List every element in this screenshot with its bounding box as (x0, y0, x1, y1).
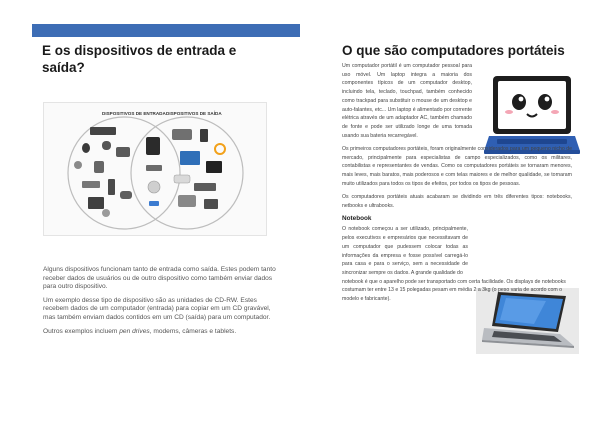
output-label: DISPOSITIVOS DE SAÍDA (166, 111, 222, 116)
touchscreen-icon (146, 137, 160, 155)
laptop-history-paragraph: Os primeiros computadores portáteis, foram originalmente considerados para um pequeno nicho de mercado, principalmente para especialistas de campo especializados, como os militares, contabilistas e representantes de vendas. Como os computadores portáteis se tornaram menores, mais leves, mais baratos, mais poderosos e com telas maiores e de melhor qualidade, se tornaram muito utilizados para todos os tipos de efeitos, por todos os tipos de pessoas. (342, 145, 572, 187)
plotter-icon (194, 183, 216, 191)
left-page-title: E os dispositivos de entrada e saída? (42, 43, 237, 75)
io-paragraph-2: Um exemplo desse tipo de dispositivo são as unidades de CD-RW. Estes recebem dados de um computador (entrada) para copiar em um CD gravável, mas também enviam dados contidos em um CD (saída) para um computador. (43, 296, 271, 321)
webcam-icon (102, 141, 111, 150)
game-controller-icon (120, 191, 132, 199)
display-panel-icon (204, 199, 218, 209)
cd-icon (148, 181, 160, 193)
accent-bar (32, 24, 300, 37)
notebook-intro-paragraph: O notebook começou a ser utilizado, principalmente, pelos executivos e empresários que necessitavam de um computador que pudessem colocar todas as informações da empresa e fosse possível carregá-lo para casa e para o serviço, sem a necessidade de sincronizar sempre os dados. A grande qualidade do (342, 226, 468, 276)
examples-suffix: , modems, câmeras e tablets. (149, 327, 237, 335)
laptop-types-paragraph: Os computadores portáteis atuais acabaram se dividindo em três diferentes tipos: notebooks, netbooks e ultrabooks. (342, 193, 572, 209)
right-page-title: O que são computadores portáteis (342, 43, 565, 58)
speaker-icon (200, 129, 208, 142)
right-body-text (342, 62, 572, 308)
scanner-icon (82, 181, 100, 188)
cd-drive-icon (146, 165, 162, 171)
examples-emphasis: pen drives (119, 327, 150, 335)
multifunction-printer-icon (178, 195, 196, 207)
venn-svg (44, 103, 266, 235)
barcode-reader-icon (108, 179, 115, 195)
input-circle (68, 117, 180, 229)
io-devices-diagram (43, 102, 267, 236)
projector-icon (174, 175, 190, 183)
keyboard-icon (90, 127, 116, 135)
monitor-icon (180, 151, 200, 165)
joystick-icon (94, 161, 104, 173)
mouse-icon (82, 143, 90, 153)
microphone-icon (74, 161, 82, 169)
io-paragraph-1: Alguns dispositivos funcionam tanto de entrada como saída. Estes podem tanto receber dados de usuários ou de outro dispositivo como também enviar dados para outro dispositivo. (43, 266, 276, 291)
left-body-text (43, 266, 279, 341)
tv-icon (206, 161, 222, 173)
notebook-subheading: Notebook (342, 214, 372, 222)
io-paragraph-3 (43, 328, 279, 337)
tablet-pen-icon (88, 197, 104, 209)
laptop-intro-paragraph: Um computador portátil é um computador pessoal para uso móvel. Um laptop integra a maioria dos componentes típicos de um computador desktop, incluindo tela, teclado, touchpad, também conhecido como trackpad para substituir o mouse de um desktop e auto-falantes, etc... Um laptop é alimentado por corrente elétrica através de um adaptador AC, também chamado de fonte e pode ser utilizado longe de uma tomada usando sua bateria recarregável. (342, 63, 472, 139)
usb-drive-icon (149, 201, 159, 206)
printer-icon (172, 129, 192, 140)
input-label: DISPOSITIVOS DE ENTRADA (102, 111, 166, 116)
examples-prefix: Outros exemplos incluem (43, 327, 120, 335)
camera-icon (116, 147, 130, 157)
headphones-icon (215, 144, 225, 154)
fingerprint-icon (102, 209, 110, 217)
notebook-rest-paragraph: notebook é que o aparelho pode ser transportado com certa facilidade. Os displays de notebooks costumam ter entre 13 e 15 polegadas pesam em média 2 a 3kg (o peso varia de acordo com o modelo e fabricante). (342, 278, 566, 303)
